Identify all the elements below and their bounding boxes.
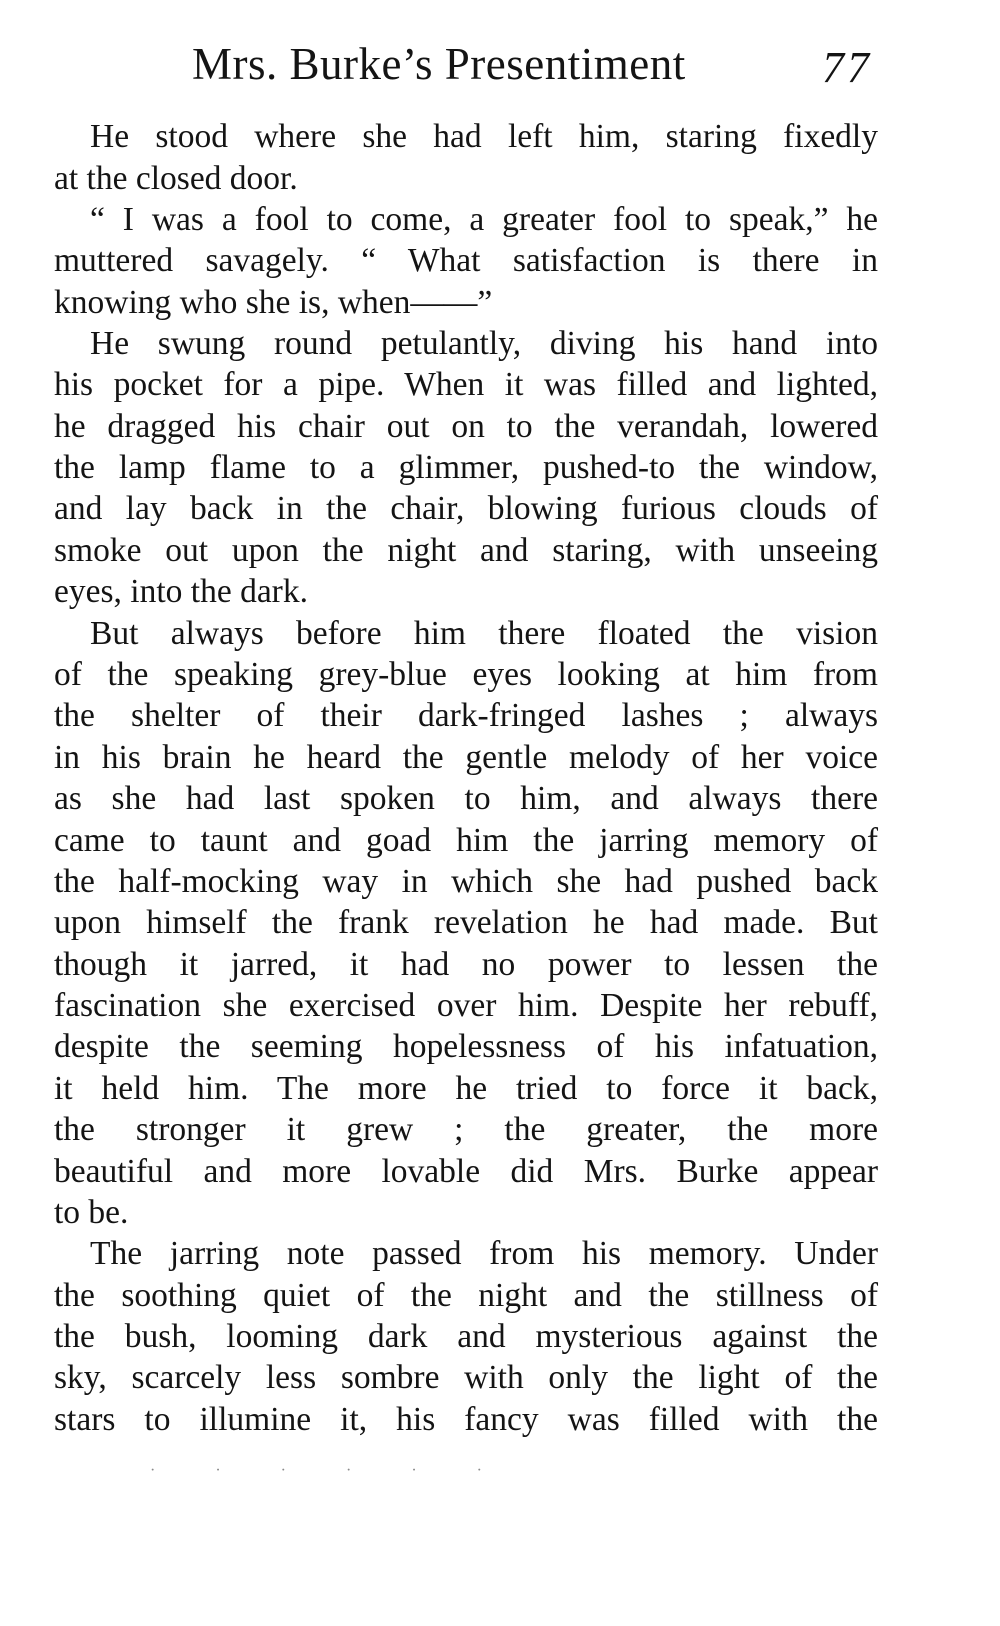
- text-line: in his brain he heard the gentle melody of her voice: [54, 739, 878, 776]
- text-line: came to taunt and goad him the jarring memory of: [54, 822, 878, 859]
- page-number: 77: [822, 43, 872, 92]
- text-line: He swung round petulantly, diving his hand into: [90, 325, 878, 362]
- text-line: the soothing quiet of the night and the stillness of: [54, 1277, 878, 1314]
- truncated-next-line-marks: · · · · · ·: [150, 1462, 510, 1479]
- text-line: though it jarred, it had no power to lessen the: [54, 946, 878, 983]
- text-line: fascination she exercised over him. Despite her rebuff,: [54, 987, 878, 1024]
- text-line: eyes, into the dark.: [54, 573, 308, 610]
- text-line: the stronger it grew ; the greater, the more: [54, 1111, 878, 1148]
- text-line: his pocket for a pipe. When it was filled and lighted,: [54, 366, 878, 403]
- running-head: [0, 38, 1000, 98]
- text-line: knowing who she is, when——”: [54, 284, 493, 321]
- text-line: of the speaking grey-blue eyes looking at him from: [54, 656, 878, 693]
- text-line: But always before him there floated the vision: [90, 615, 878, 652]
- text-line: sky, scarcely less sombre with only the light of the: [54, 1359, 878, 1396]
- text-line: the bush, looming dark and mysterious against the: [54, 1318, 878, 1355]
- text-line: the half-mocking way in which she had pushed back: [54, 863, 878, 900]
- text-line: smoke out upon the night and staring, with unseeing: [54, 532, 878, 569]
- running-title: Mrs. Burke’s Presentiment: [192, 39, 686, 89]
- text-line: “ I was a fool to come, a greater fool to speak,” he: [90, 201, 878, 238]
- text-line: the lamp flame to a glimmer, pushed-to the window,: [54, 449, 878, 486]
- text-line: at the closed door.: [54, 160, 298, 197]
- text-line: despite the seeming hopelessness of his infatuation,: [54, 1028, 878, 1065]
- text-line: as she had last spoken to him, and always there: [54, 780, 878, 817]
- text-line: the shelter of their dark-fringed lashes ; always: [54, 697, 878, 734]
- text-line: He stood where she had left him, staring fixedly: [90, 118, 878, 155]
- text-line: upon himself the frank revelation he had made. But: [54, 904, 878, 941]
- text-line: stars to illumine it, his fancy was filled with the: [54, 1401, 878, 1438]
- text-line: The jarring note passed from his memory. Under: [90, 1235, 878, 1272]
- text-line: he dragged his chair out on to the verandah, lowered: [54, 408, 878, 445]
- text-line: muttered savagely. “ What satisfaction is there in: [54, 242, 878, 279]
- text-line: beautiful and more lovable did Mrs. Burke appear: [54, 1153, 878, 1190]
- text-line: to be.: [54, 1194, 129, 1231]
- text-line: and lay back in the chair, blowing furious clouds of: [54, 490, 878, 527]
- text-line: it held him. The more he tried to force it back,: [54, 1070, 878, 1107]
